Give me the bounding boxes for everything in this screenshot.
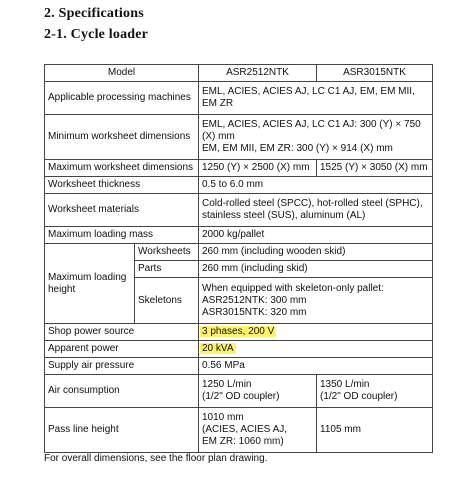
table-row (45, 244, 433, 261)
row-value (199, 278, 433, 324)
row-value: 2000 kg/pallet (199, 227, 433, 244)
spec-table (44, 64, 433, 453)
header-asr2512ntk: ASR2512NTK (199, 65, 317, 82)
cons-a-line-1: 1250 L/min (202, 379, 252, 390)
row-value (199, 341, 433, 358)
row-value (199, 375, 317, 408)
skeleton-line-2: ASR2512NTK: 300 mm (202, 294, 307, 306)
row-label: Air consumption (45, 375, 199, 408)
row-value: 0.56 MPa (199, 358, 433, 375)
table-row (45, 408, 433, 453)
pass-a-line-2: (ACIES, ACIES AJ, (202, 424, 288, 435)
row-value: 0.5 to 6.0 mm (199, 177, 433, 194)
row-label: Shop power source (45, 324, 199, 341)
row-value: 260 mm (including wooden skid) (199, 244, 433, 261)
row-value (199, 115, 433, 160)
row-label: Pass line height (45, 408, 199, 453)
header-asr3015ntk: ASR3015NTK (317, 65, 433, 82)
pass-a-line-3: EM ZR: 1060 mm) (202, 436, 284, 447)
highlighted-value: 20 kVA (202, 343, 234, 354)
row-value: 1250 (Y) × 2500 (X) mm (199, 160, 317, 177)
cons-b-line-1: 1350 L/min (320, 379, 370, 390)
section-heading: 2. Specifications (44, 6, 144, 21)
cons-b-line-2: (1/2" OD coupler) (320, 391, 398, 402)
row-label: Apparent power (45, 341, 199, 358)
row-value (199, 408, 317, 453)
row-label: Maximum worksheet dimensions (45, 160, 199, 177)
row-label: Maximum loading mass (45, 227, 199, 244)
skeleton-line-1: When equipped with skeleton-only pallet: (202, 282, 384, 294)
skeleton-line-3: ASR3015NTK: 320 mm (202, 306, 307, 318)
pass-a-line-1: 1010 mm (202, 412, 244, 423)
table-row (45, 115, 433, 160)
row-value: 260 mm (including skid) (199, 261, 433, 278)
table-row (45, 375, 433, 408)
table-row (45, 82, 433, 115)
table-row (45, 341, 433, 358)
row-label: Supply air pressure (45, 358, 199, 375)
row-label: Maximum loading height (45, 244, 135, 324)
subsection-heading: 2-1. Cycle loader (44, 27, 149, 42)
cons-a-line-2: (1/2" OD coupler) (202, 391, 280, 402)
row-value: EML, ACIES, ACIES AJ, LC C1 AJ, EM, EM MII, EM ZR (199, 82, 433, 115)
sub-label: Worksheets (135, 244, 199, 261)
row-value (199, 324, 433, 341)
table-row (45, 227, 433, 244)
row-label: Worksheet thickness (45, 177, 199, 194)
sub-label: Skeletons (135, 278, 199, 324)
table-row (45, 177, 433, 194)
sub-label: Parts (135, 261, 199, 278)
row-label: Worksheet materials (45, 194, 199, 227)
table-row (45, 160, 433, 177)
header-model: Model (45, 65, 199, 82)
row-label: Applicable processing machines (45, 82, 199, 115)
row-value: Cold-rolled steel (SPCC), hot-rolled steel (SPHC), stainless steel (SUS), aluminum (AL) (199, 194, 433, 227)
min-dim-line-1: EML, ACIES, ACIES AJ, LC C1 AJ: 300 (Y) × 750 (X) mm (202, 119, 421, 142)
row-value: 1105 mm (317, 408, 433, 453)
min-dim-line-2: EM, EM MII, EM ZR: 300 (Y) × 914 (X) mm (202, 143, 393, 154)
table-row (45, 358, 433, 375)
row-value (317, 375, 433, 408)
table-row (45, 194, 433, 227)
table-row (45, 324, 433, 341)
row-label: Minimum worksheet dimensions (45, 115, 199, 160)
table-header-row (45, 65, 433, 82)
row-value: 1525 (Y) × 3050 (X) mm (317, 160, 433, 177)
highlighted-value: 3 phases, 200 V (202, 326, 275, 337)
footnote: For overall dimensions, see the floor plan drawing. (44, 453, 268, 464)
